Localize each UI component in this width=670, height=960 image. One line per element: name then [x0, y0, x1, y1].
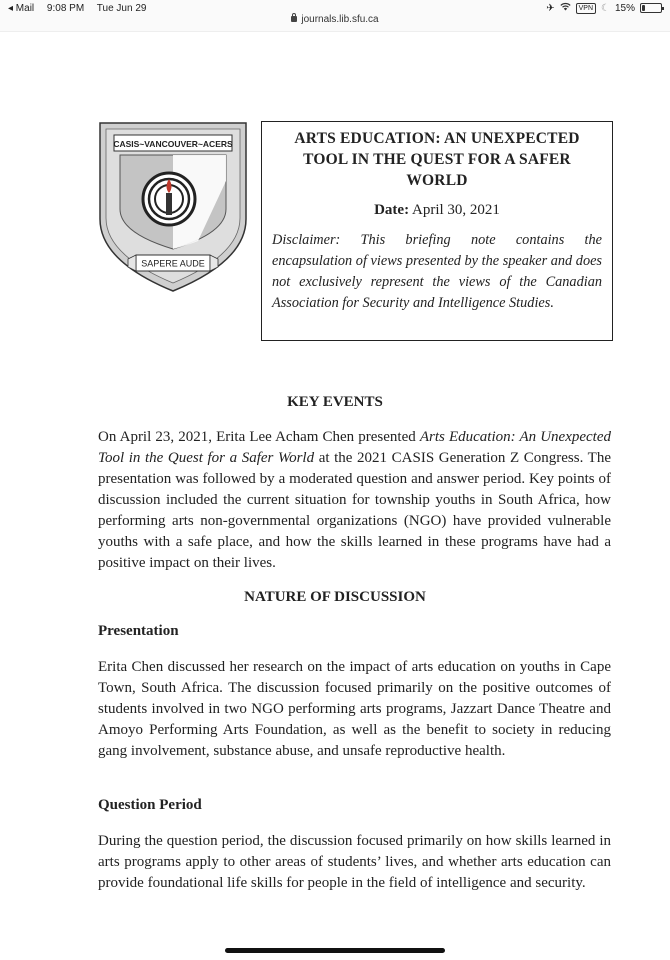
key-events-paragraph — [98, 427, 611, 574]
moon-icon: ☾ — [601, 2, 610, 14]
url-bar[interactable] — [0, 14, 670, 25]
status-time: 9:08 PM — [46, 3, 85, 14]
key-events-text-after: at the 2021 CASIS Generation Z Congress. The presentation was followed by a moderated question and answer period. Key points of discussion included the current situation for township youths in South Africa, how performing arts non-governmental organizations (NGO) have provided vulnerable youths with a safe place, and how the skills learned in these programs have had a positive impact on their lives. — [98, 450, 611, 571]
battery-icon — [640, 3, 662, 13]
presentation-paragraph: Erita Chen discussed her research on the impact of arts education on youths in Cape Town, South Africa. The discussion focused primarily on the positive outcomes of students involved in two NGO performing arts programs, Jazzart Dance Theatre and Amoyo Performing Arts Foundation, as well as the benefit to society in reducing gang involvement, substance abuse, and unsafe reproductive health. — [98, 659, 611, 759]
home-indicator[interactable] — [225, 948, 445, 953]
url-text: journals.lib.sfu.ca — [301, 14, 379, 25]
vpn-badge: VPN — [576, 3, 596, 14]
presentation-title-italic: Arts Education: An Unexpected Tool in the Quest for a Safer World — [98, 429, 612, 466]
question-period-paragraph: During the question period, the discussion focused primarily on how skills learned in arts programs apply to other areas of students’ lives, and whether arts education can provide foundational life skills for people in the field of intelligence and security. — [98, 833, 611, 891]
date-value: April 30, 2021 — [409, 202, 500, 218]
battery-percent: 15% — [614, 2, 635, 14]
key-events-heading: KEY EVENTS — [287, 394, 383, 410]
airplane-icon: ✈ — [546, 2, 555, 14]
wifi-icon — [560, 2, 571, 14]
crest-motto: SAPERE AUDE — [141, 258, 205, 269]
casis-crest-logo — [98, 121, 248, 293]
presentation-subheading: Presentation — [98, 623, 179, 639]
question-period-subheading: Question Period — [98, 797, 202, 813]
lock-icon — [291, 16, 297, 22]
disclaimer-text: Disclaimer: This briefing note contains the encapsulation of views presented by the speaker and does not exclusively represent the views of the Canadian Association for Security and Intelligence Studies. — [272, 232, 602, 311]
briefing-title-box — [261, 121, 613, 341]
crest-top-banner: CASIS~VANCOUVER~ACERS — [113, 139, 233, 149]
document-title: ARTS EDUCATION: AN UNEXPECTED TOOL IN THE QUEST FOR A SAFER WORLD — [294, 130, 580, 189]
document-date — [272, 202, 602, 219]
status-date: Tue Jun 29 — [96, 3, 147, 14]
date-label: Date: — [374, 202, 410, 218]
nature-of-discussion-heading: NATURE OF DISCUSSION — [244, 589, 426, 605]
key-events-text-before: On April 23, 2021, Erita Lee Acham Chen presented — [98, 429, 420, 445]
back-to-mail-link[interactable]: ◂ Mail — [8, 3, 35, 14]
